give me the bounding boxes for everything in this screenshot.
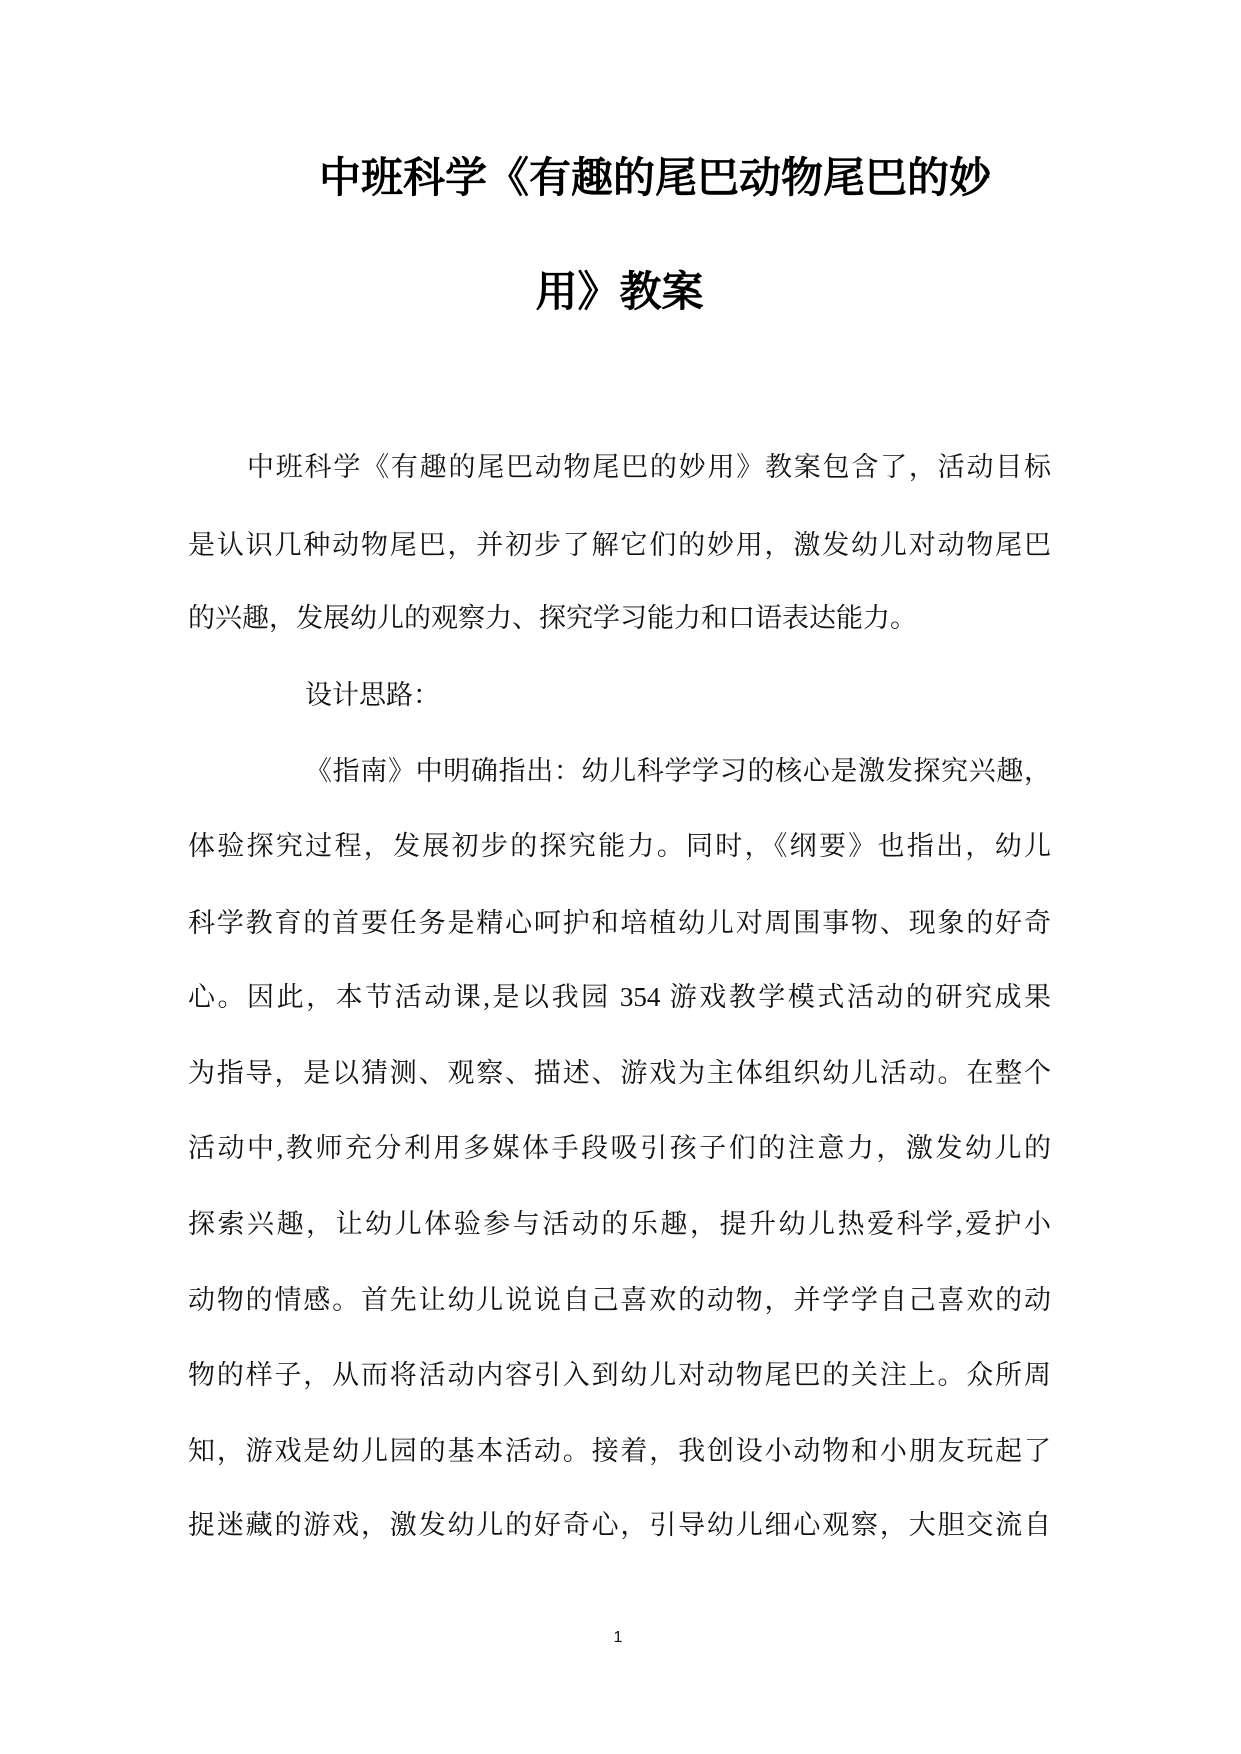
paragraph-line: 《指南》中明确指出：幼儿科学学习的核心是激发探究兴趣， bbox=[305, 756, 1051, 786]
section-heading: 设计思路： bbox=[305, 680, 440, 710]
paragraph-line: 物的样子，从而将活动内容引入到幼儿对动物尾巴的关注上。众所周 bbox=[188, 1360, 1051, 1390]
title-line: 用》教案 bbox=[535, 270, 704, 316]
paragraph-line: 知，游戏是幼儿园的基本活动。接着，我创设小动物和小朋友玩起了 bbox=[188, 1436, 1051, 1466]
paragraph-line: 为指导，是以猜测、观察、描述、游戏为主体组织幼儿活动。在整个 bbox=[188, 1058, 1051, 1088]
paragraph-line: 体验探究过程，发展初步的探究能力。同时，《纲要》也指出，幼儿 bbox=[188, 831, 1051, 861]
paragraph-line: 活动中,教师充分利用多媒体手段吸引孩子们的注意力，激发幼儿的 bbox=[188, 1133, 1051, 1163]
paragraph-line: 科学教育的首要任务是精心呵护和培植幼儿对周围事物、现象的好奇 bbox=[188, 908, 1051, 938]
paragraph-line: 捉迷藏的游戏，激发幼儿的好奇心，引导幼儿细心观察，大胆交流自 bbox=[188, 1510, 1051, 1540]
paragraph-line: 心。因此，本节活动课,是以我园 354 游戏教学模式活动的研究成果 bbox=[188, 982, 1051, 1012]
title-line: 中班科学《有趣的尾巴动物尾巴的妙 bbox=[319, 156, 992, 202]
paragraph-line: 中班科学《有趣的尾巴动物尾巴的妙用》教案包含了，活动目标 bbox=[247, 452, 1051, 482]
paragraph-line: 是认识几种动物尾巴，并初步了解它们的妙用，激发幼儿对动物尾巴 bbox=[188, 530, 1051, 560]
page-number: 1 bbox=[613, 1629, 623, 1646]
paragraph-line: 动物的情感。首先让幼儿说说自己喜欢的动物，并学学自己喜欢的动 bbox=[188, 1285, 1051, 1315]
paragraph-line: 探索兴趣，让幼儿体验参与活动的乐趣，提升幼儿热爱科学,爱护小 bbox=[188, 1209, 1051, 1239]
paragraph-line: 的兴趣，发展幼儿的观察力、探究学习能力和口语表达能力。 bbox=[188, 603, 917, 633]
